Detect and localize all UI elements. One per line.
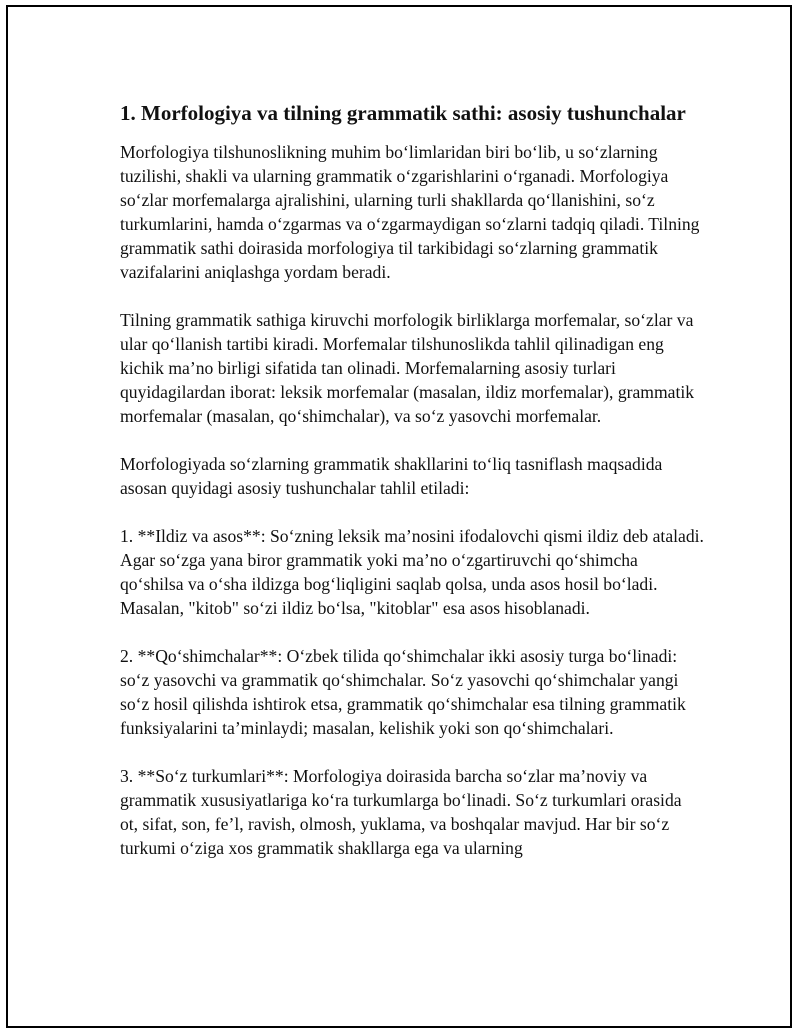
list-item-root-and-stem: 1. **Ildiz va asos**: So‘zning leksik ma’nosini ifodalovchi qismi ildiz deb ataladi. Agar so‘zga yana biror grammatik yoki ma’no o‘zgartiruvchi qo‘shimcha qo‘shilsa va o‘sha ildizga bog‘liqligini saqlab qolsa, unda asos hosil bo‘ladi. Masalan, "kitob" so‘zi ildiz bo‘lsa, "kitoblar" esa asos hisoblanadi. [120,526,704,618]
page-frame [6,5,792,1028]
paragraph-grammatical-level: Tilning grammatik sathiga kiruvchi morfologik birliklarga morfemalar, so‘zlar va ular qo‘llanish tartibi kiradi. Morfemalar tilshunoslikda tahlil qilinadigan eng kichik ma’no birligi sifatida tan olinadi. Morfemalarning asosiy turlari quyidagilardan iborat: leksik morfemalar (masalan, ildiz morfemalar), grammatik morfemalar (masalan, qo‘shimchalar), va so‘z yasovchi morfemalar. [120,310,695,426]
document-title: 1. Morfologiya va tilning grammatik sathi: asosiy tushunchalar [120,101,686,125]
paragraph-concepts-intro: Morfologiyada so‘zlarning grammatik shakllarini to‘liq tasniflash maqsadida asosan quyidagi asosiy tushunchalar tahlil etiladi: [120,454,663,498]
list-item-suffixes: 2. **Qo‘shimchalar**: O‘zbek tilida qo‘shimchalar ikki asosiy turga bo‘linadi: so‘z yasovchi va grammatik qo‘shimchalar. So‘z yasovchi qo‘shimchalar yangi so‘z hosil qilishda ishtirok etsa, grammatik qo‘shimchalar esa tilning grammatik funksiyalarini ta’minlaydi; masalan, kelishik yoki son qo‘shimchalari. [120,646,686,738]
list-item-word-classes: 3. **So‘z turkumlari**: Morfologiya doirasida barcha so‘zlar ma’noviy va grammatik xususiyatlariga ko‘ra turkumlarga bo‘linadi. So‘z turkumlari orasida ot, sifat, son, fe’l, ravish, olmosh, yuklama, va boshqalar mavjud. Har bir so‘z turkumi o‘ziga xos grammatik shakllarga ega va ularning [120,766,682,858]
paragraph-intro: Morfologiya tilshunoslikning muhim bo‘limlaridan biri bo‘lib, u so‘zlarning tuzilishi, shakli va ularning grammatik o‘zgarishlarini o‘rganadi. Morfologiya so‘zlar morfemalarga ajralishini, ularning turli shakllarda qo‘llanishini, so‘z turkumlarini, hamda o‘zgarmas va o‘zgarmaydigan so‘zlarni tadqiq qiladi. Tilning grammatik sathi doirasida morfologiya til tarkibidagi so‘zlarning grammatik vazifalarini aniqlashga yordam beradi. [120,142,700,282]
document-body [120,99,704,884]
